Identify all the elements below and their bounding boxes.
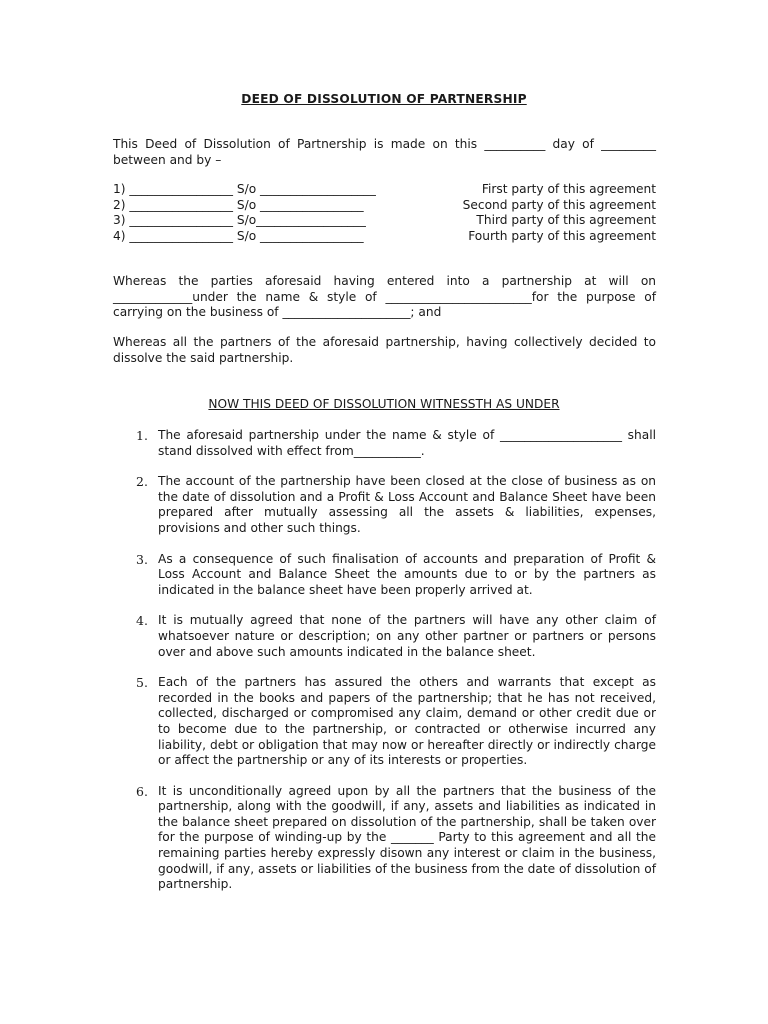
clause-number: 4.	[136, 613, 148, 629]
party-left: 4) _________________ S/o _________________	[113, 228, 364, 243]
clause-item	[136, 613, 656, 660]
clause-text: The aforesaid partnership under the name & style of ____________________ shall stand dissolved with effect from___________.	[158, 428, 656, 458]
clause-text: It is mutually agreed that none of the partners will have any other claim of whatsoever nature or description; on any other partner or partners or persons over and above such amounts indicated in the balance sheet.	[158, 613, 656, 659]
party-right: Second party of this agreement	[462, 197, 656, 212]
party-row	[113, 229, 656, 245]
clause-item	[136, 675, 656, 769]
party-row	[113, 198, 656, 214]
party-row	[113, 182, 656, 198]
clause-text: It is unconditionally agreed upon by all the partners that the business of the partnership, along with the goodwill, if any, assets and liabilities as indicated in the balance sheet prepared on dissolution of the partnership, shall be taken over for the purpose of winding-up by the _______ Party to this agreement and all the remaining parties hereby expressly disown any interest or claim in the business, goodwill, if any, assets or liabilities of the business from the date of dissolution of partnership.	[158, 783, 656, 892]
party-row	[113, 213, 656, 229]
intro-paragraph: This Deed of Dissolution of Partnership is made on this __________ day of _________ between and by –	[113, 137, 656, 167]
document-title: DEED OF DISSOLUTION OF PARTNERSHIP	[241, 92, 527, 106]
party-left: 1) _________________ S/o ___________________	[113, 182, 376, 196]
clause-item	[136, 428, 656, 459]
party-right: Fourth party of this agreement	[468, 228, 656, 243]
clause-text: Each of the partners has assured the others and warrants that except as recorded in the books and papers of the partnership; that he has not received, collected, discharged or compromised any claim, demand or other credit due or to become due to the partnership, or contracted or otherwise incurred any liability, debt or obligation that may now or hereafter directly or indirectly charge or affect the partnership or any of its interests or properties.	[158, 675, 656, 768]
clause-list	[136, 428, 656, 893]
parties-list	[113, 182, 656, 244]
whereas-paragraph-2: Whereas all the partners of the aforesaid partnership, having collectively decided to dissolve the said partnership.	[113, 335, 656, 365]
party-left: 3) _________________ S/o__________________	[113, 213, 366, 228]
clause-number: 6.	[136, 783, 148, 799]
party-right: Third party of this agreement	[476, 213, 656, 228]
party-right: First party of this agreement	[481, 182, 656, 196]
party-left: 2) _________________ S/o _________________	[113, 197, 364, 212]
clause-number: 2.	[136, 474, 148, 490]
clause-item	[136, 552, 656, 599]
clause-item	[136, 474, 656, 536]
clause-item	[136, 784, 656, 893]
clause-text: The account of the partnership have been closed at the close of business as on the date of dissolution and a Profit & Loss Account and Balance Sheet have been prepared after mutually assessing all the assets & liabilities, expenses, provisions and other such things.	[158, 474, 656, 535]
clause-number: 1.	[136, 428, 148, 443]
whereas-paragraph-1: Whereas the parties aforesaid having entered into a partnership at will on _____________under the name & style of ________________________for the purpose of carrying on the business of _____________________; and	[113, 274, 656, 320]
witnesseth-heading: NOW THIS DEED OF DISSOLUTION WITNESSTH AS UNDER	[208, 397, 560, 411]
clause-text: As a consequence of such finalisation of accounts and preparation of Profit & Loss Account and Balance Sheet the amounts due to or by the partners as indicated in the balance sheet have been properly arrived at.	[158, 551, 656, 597]
clause-number: 3.	[136, 551, 148, 567]
clause-number: 5.	[136, 675, 148, 691]
